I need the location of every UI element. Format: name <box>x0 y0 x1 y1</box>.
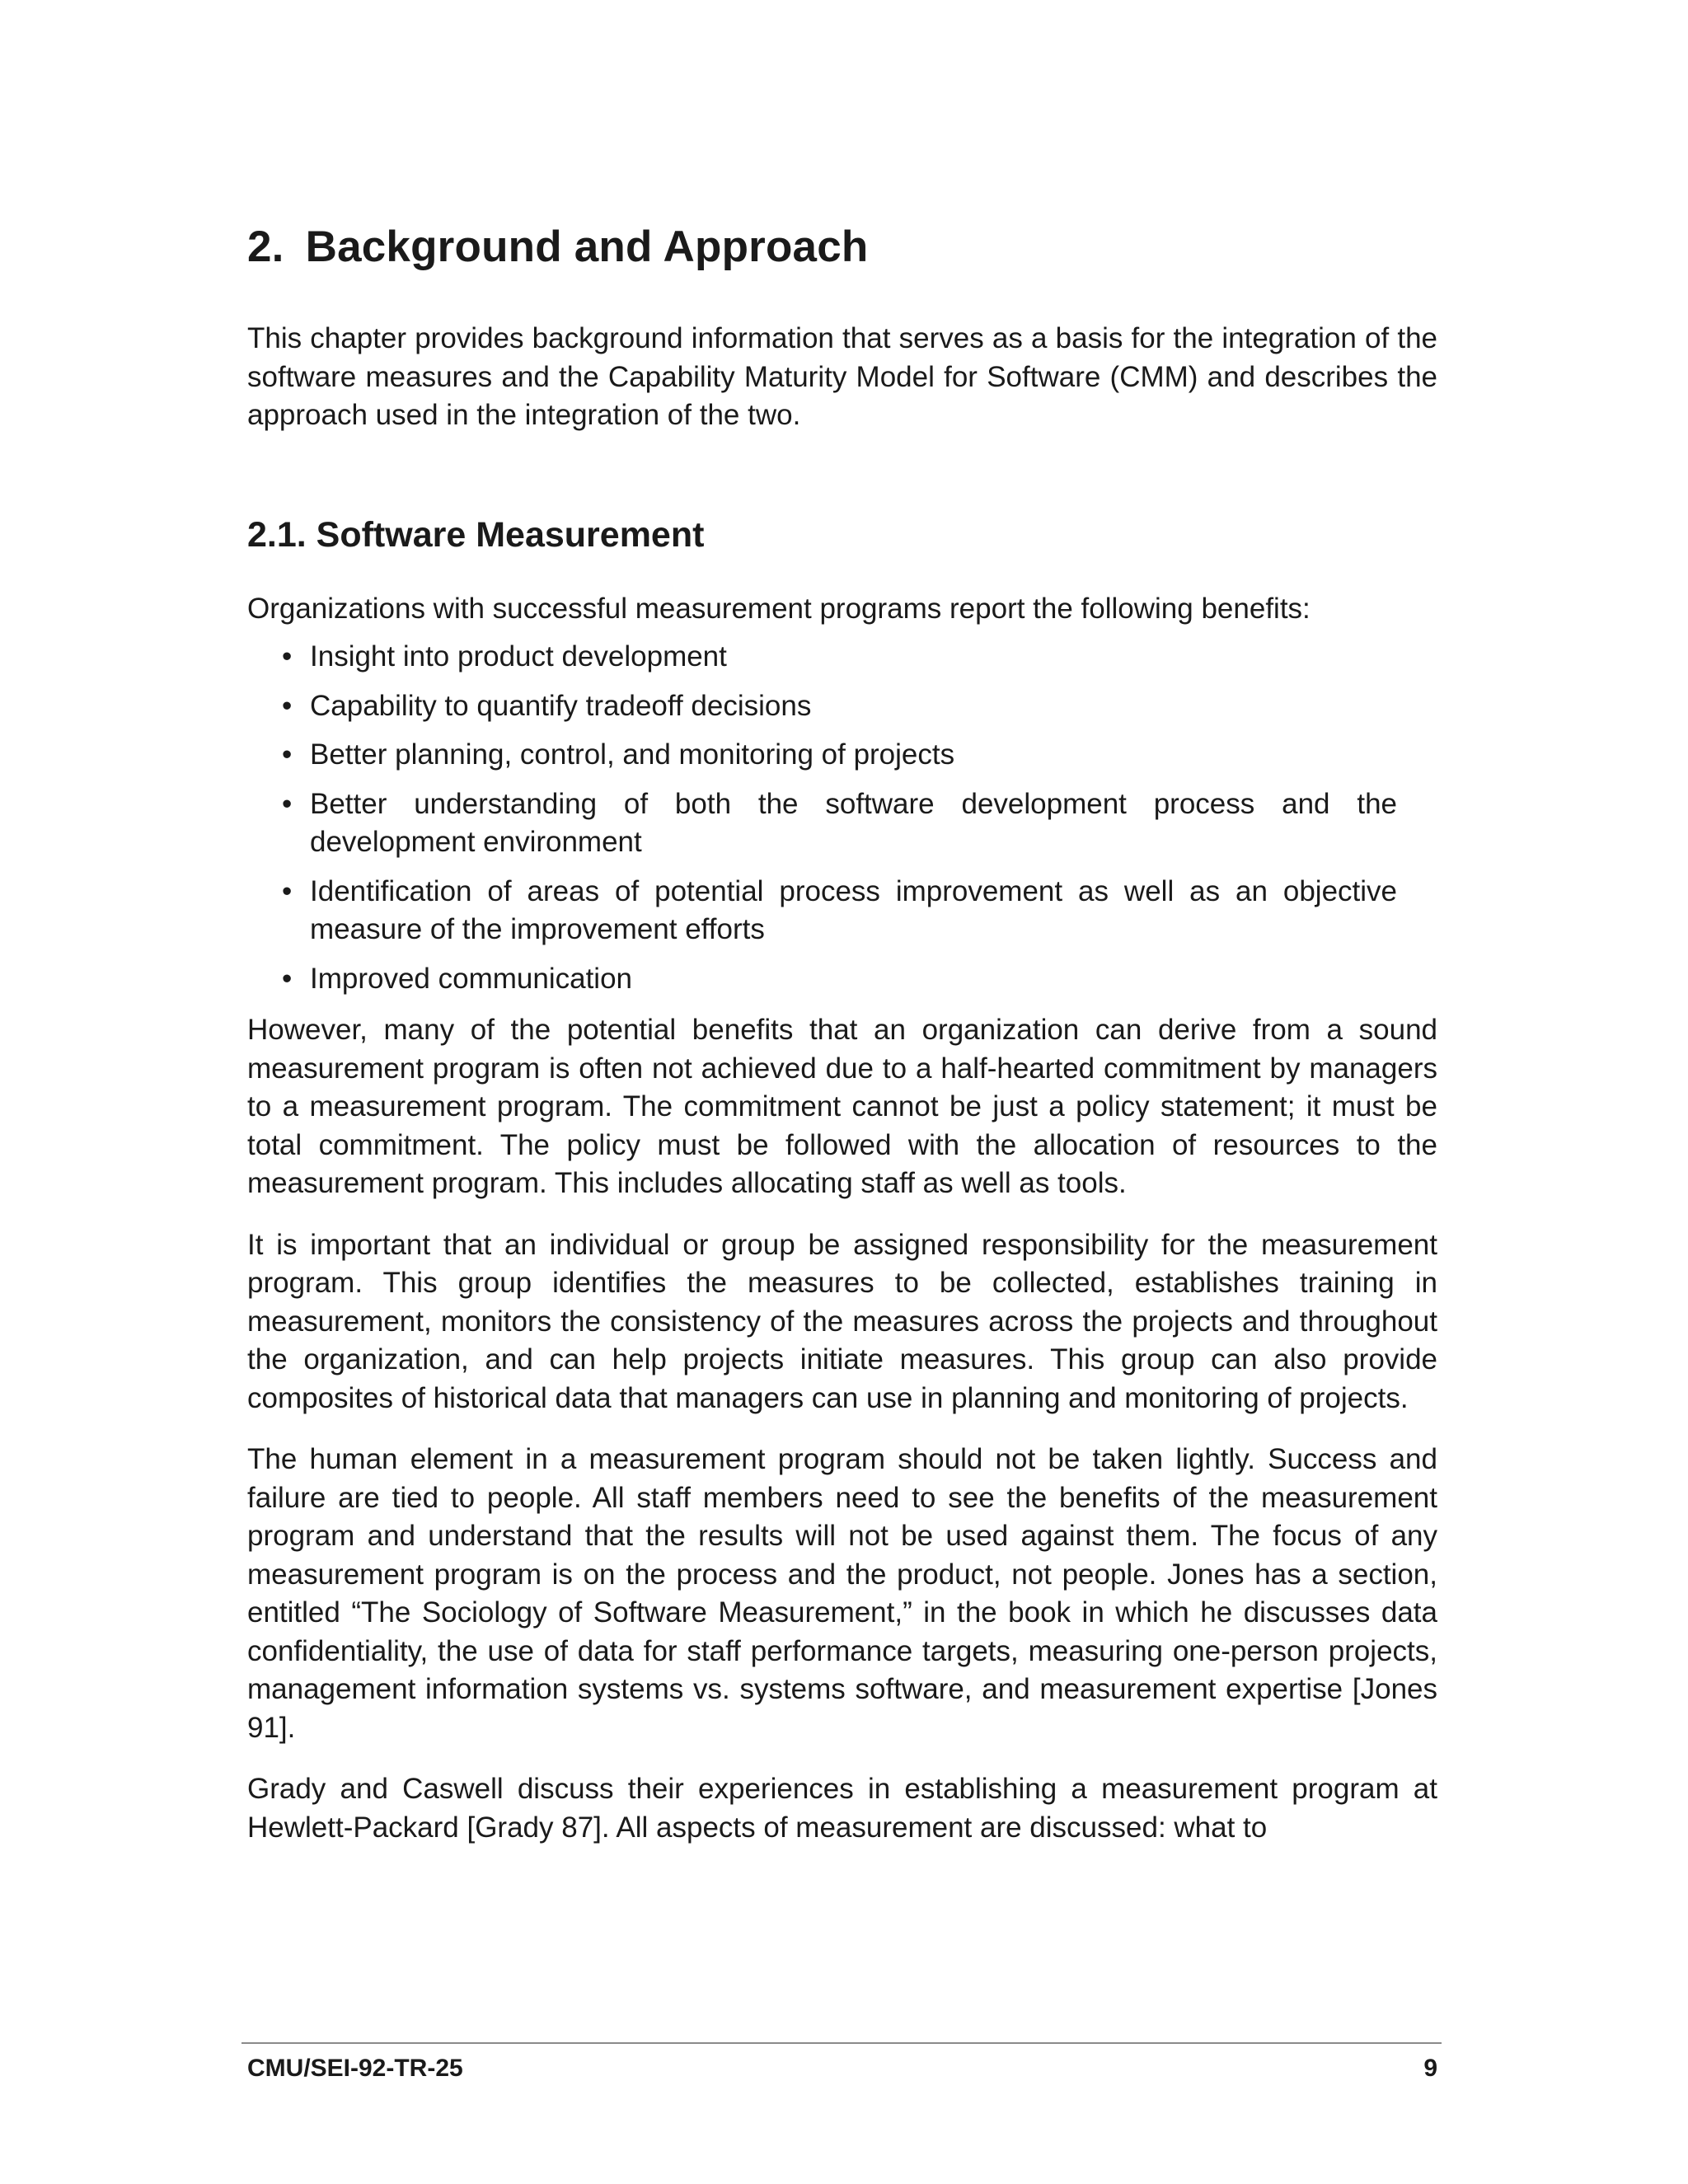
section-heading-wrap <box>247 513 1437 557</box>
benefits-list <box>247 638 1397 998</box>
section-heading: 2.1. Software Measurement <box>247 514 705 555</box>
list-item: • Identification of areas of potential process improvement as well as an objective measure of the improvement efforts <box>247 873 1397 949</box>
bullet-glyph: • <box>282 689 293 722</box>
body-paragraph-grady-caswell: Grady and Caswell discuss their experiences in establishing a measurement program at Hewlett-Packard [Grady 87]. All aspects of measurement are discussed: what to <box>247 1773 1437 1844</box>
list-item: • Better understanding of both the software development process and the development environment <box>247 785 1397 862</box>
bullet-glyph: • <box>282 962 293 995</box>
body-paragraph-human-element: The human element in a measurement program should not be taken lightly. Success and failure are tied to people. All staff members need to see the benefits of the measurement program and understand that the results will not be used against them. The focus of any measurement program is on the process and the product, not people. Jones has a section, entitled “The Sociology of Software Measurement,” in the book in which he discusses data confidentiality, the use of data for staff performance targets, measuring one-person projects, management information systems vs. systems software, and measurement expertise [Jones 91]. <box>247 1443 1437 1744</box>
bullet-glyph: • <box>282 640 293 673</box>
bullet-glyph: • <box>282 738 293 771</box>
page-content <box>247 221 1437 1847</box>
chapter-heading <box>247 221 1437 274</box>
body-paragraph-responsibility: It is important that an individual or group be assigned responsibility for the measurement program. This group identifies the measures to be collected, establishes training in measurement, monitors the consistency of the measures across the projects and throughout the organization, and can help projects initiate measures. This group can also provide composites of historical data that managers can use in planning and monitoring of projects. <box>247 1228 1437 1414</box>
chapter-number: 2. <box>247 223 284 271</box>
list-item: • Insight into product development <box>247 638 1397 677</box>
bullet-glyph: • <box>282 787 293 820</box>
bullet-glyph: • <box>282 874 293 907</box>
list-item: • Capability to quantify tradeoff decisions <box>247 687 1397 726</box>
footer-report-id: CMU/SEI-92-TR-25 <box>247 2055 463 2082</box>
footer-divider <box>241 2042 1442 2044</box>
benefits-lead: Organizations with successful measurement programs report the following benefits: <box>247 592 1311 625</box>
list-item: • Improved communication <box>247 960 1397 999</box>
body-paragraph-commitment: However, many of the potential benefits that an organization can derive from a sound measurement program is often not achieved due to a half-hearted commitment by managers to a measurement program. The commitment cannot be just a policy statement; it must be total commitment. The policy must be followed with the allocation of resources to the measurement program. This includes allocating staff as well as tools. <box>247 1014 1437 1199</box>
list-item: • Better planning, control, and monitoring of projects <box>247 736 1397 775</box>
chapter-intro: This chapter provides background information that serves as a basis for the integration of the software measures and the Capability Maturity Model for Software (CMM) and describes the approach used in the integration of the two. <box>247 322 1437 431</box>
chapter-title: Background and Approach <box>305 223 869 271</box>
footer-page-number: 9 <box>1423 2055 1437 2082</box>
